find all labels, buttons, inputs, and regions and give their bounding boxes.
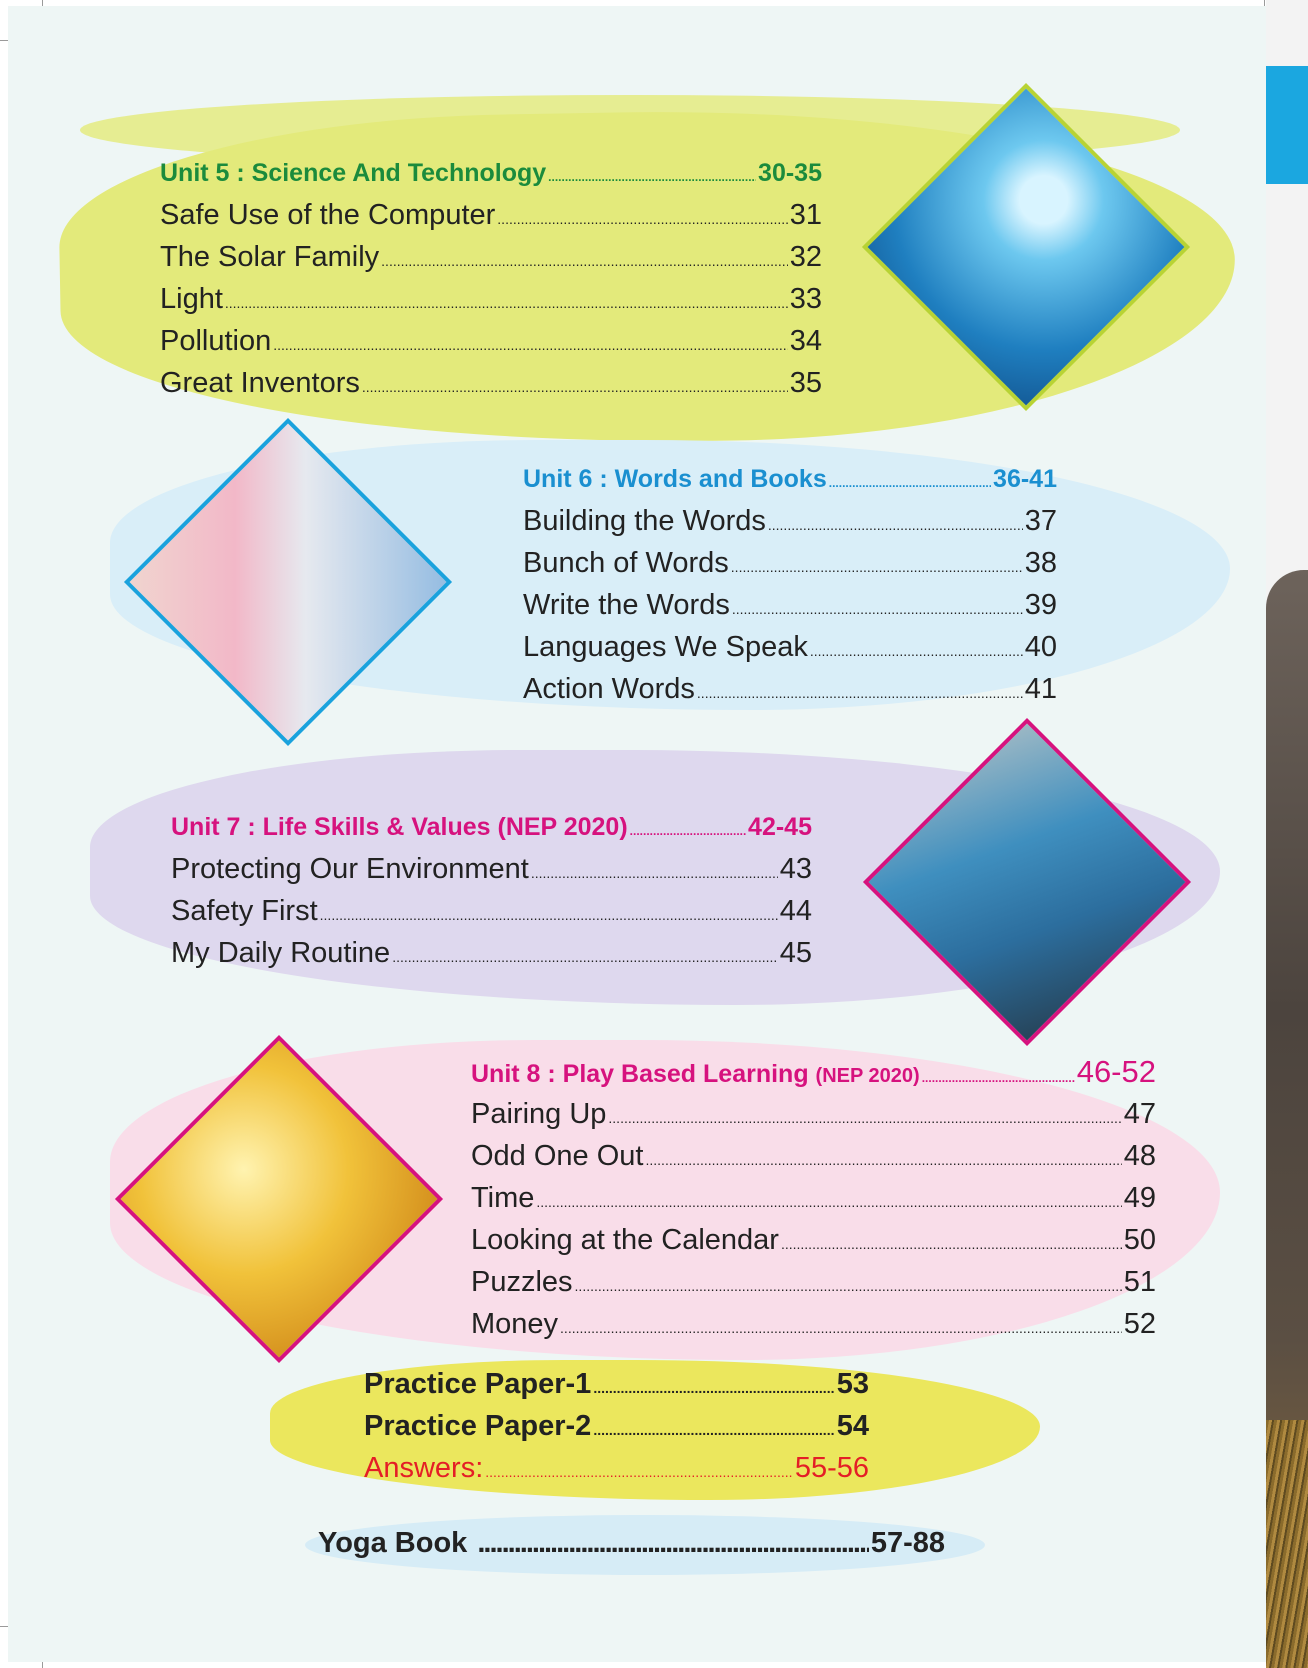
toc-entry[interactable]: Safe Use of the Computer ..... 31	[160, 194, 822, 236]
answers-entry[interactable]: Answers: ..... 55-56	[364, 1447, 869, 1489]
practice-paper-2-entry[interactable]: Practice Paper-2 ..... 54	[364, 1405, 869, 1447]
toc-entry[interactable]: Languages We Speak ..... 40	[523, 626, 1057, 668]
toc-entry[interactable]: Pollution ..... 34	[160, 320, 822, 362]
unit5-section	[160, 152, 822, 404]
toc-entry[interactable]: Odd One Out ..... 48	[471, 1135, 1156, 1177]
toc-entry[interactable]: The Solar Family ..... 32	[160, 236, 822, 278]
toc-entry[interactable]: Building the Words ..... 37	[523, 500, 1057, 542]
toc-entry[interactable]: Looking at the Calendar ..... 50	[471, 1219, 1156, 1261]
unit8-heading[interactable]: Unit 8 : Play Based Learning (NEP 2020) ..... 46-52	[471, 1051, 1156, 1093]
next-page-edge	[1266, 0, 1308, 1668]
toc-entry[interactable]: Protecting Our Environment ..... 43	[171, 848, 812, 890]
toc-entry[interactable]: Safety First ..... 44	[171, 890, 812, 932]
unit6-heading[interactable]: Unit 6 : Words and Books ..... 36-41	[523, 458, 1057, 500]
yoga-section	[318, 1522, 945, 1564]
practice-section	[364, 1363, 869, 1489]
unit7-section	[171, 806, 812, 974]
unit7-heading[interactable]: Unit 7 : Life Skills & Values (NEP 2020) ..... 42-45	[171, 806, 812, 848]
grass-image	[1266, 1420, 1308, 1668]
toc-entry[interactable]: Great Inventors ..... 35	[160, 362, 822, 404]
unit5-heading[interactable]: Unit 5 : Science And Technology ..... 30-35	[160, 152, 822, 194]
practice-paper-1-entry[interactable]: Practice Paper-1 ..... 53	[364, 1363, 869, 1405]
toc-entry[interactable]: Money ..... 52	[471, 1303, 1156, 1345]
toc-entry[interactable]: Pairing Up ..... 47	[471, 1093, 1156, 1135]
toc-entry[interactable]: Puzzles ..... 51	[471, 1261, 1156, 1303]
toc-entry[interactable]: Write the Words ..... 39	[523, 584, 1057, 626]
toc-entry[interactable]: My Daily Routine ..... 45	[171, 932, 812, 974]
toc-entry[interactable]: Action Words ..... 41	[523, 668, 1057, 710]
toc-entry[interactable]: Time ..... 49	[471, 1177, 1156, 1219]
yoga-book-entry[interactable]: Yoga Book ..... 57-88	[318, 1522, 945, 1564]
unit8-section	[471, 1051, 1156, 1345]
toc-entry[interactable]: Light ..... 33	[160, 278, 822, 320]
unit6-section	[523, 458, 1057, 710]
blue-tab	[1266, 66, 1308, 184]
toc-entry[interactable]: Bunch of Words ..... 38	[523, 542, 1057, 584]
